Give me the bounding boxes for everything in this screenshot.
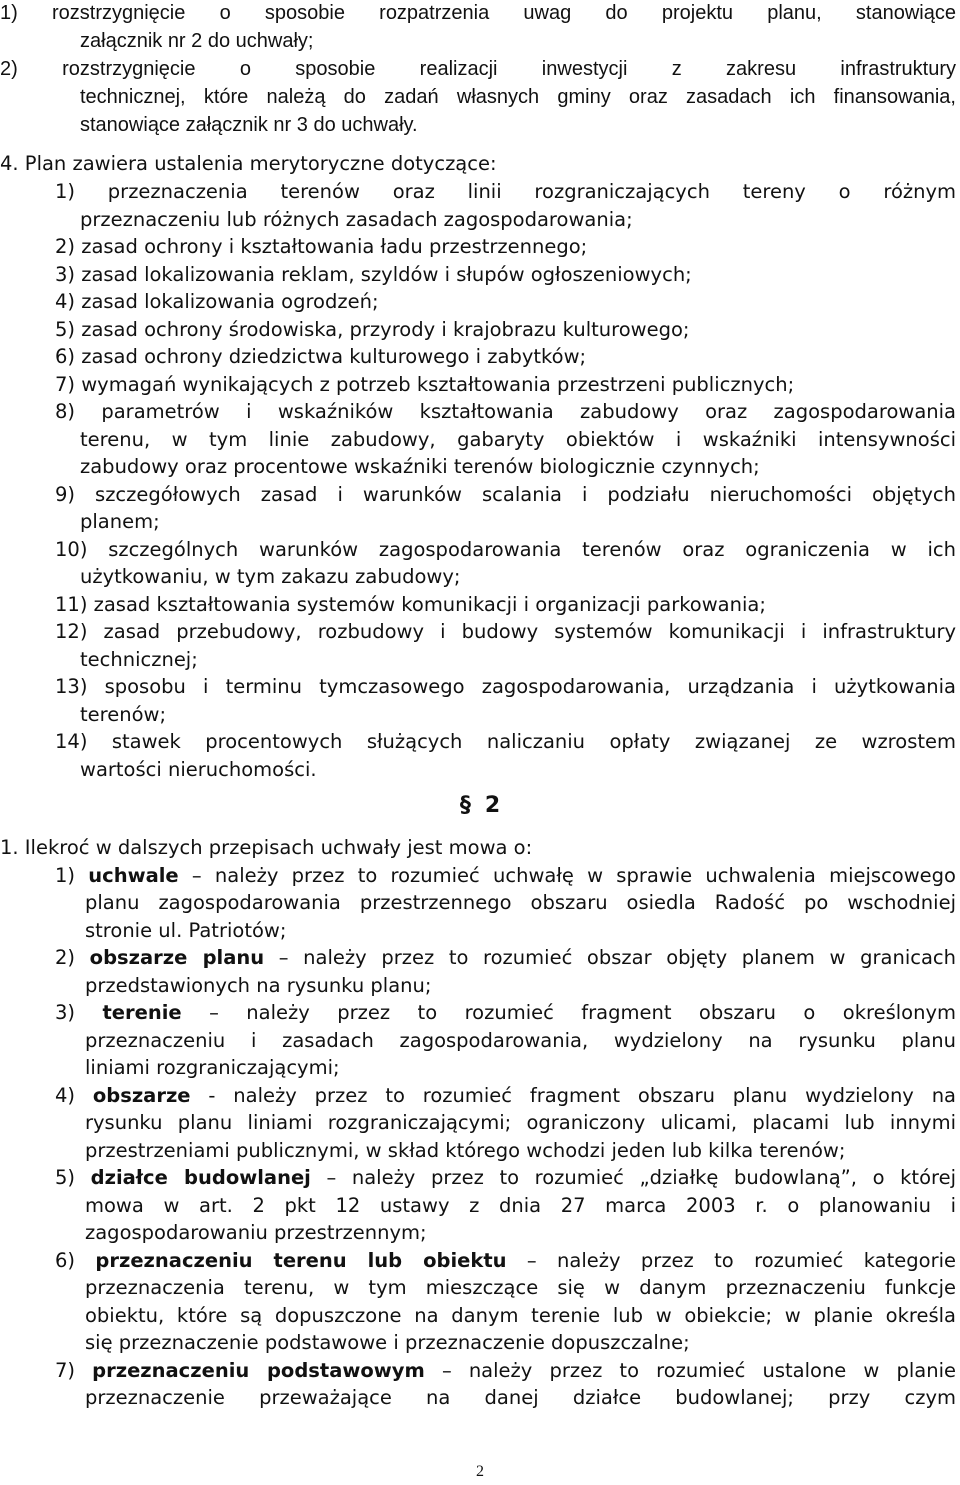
defined-term: obszarze planu xyxy=(89,946,265,969)
definition-line: rysunku planu liniami rozgraniczającymi; ograniczony ulicami, placami lub innymi xyxy=(85,1111,956,1134)
list-item: 10) szczególnych warunków zagospodarowania terenów oraz ograniczenia w ich xyxy=(55,538,956,561)
definition-line: przeznaczeniu i zasadach zagospodarowania, wydzielony na rysunku planu xyxy=(85,1029,956,1052)
item-number: 7) xyxy=(55,1359,76,1382)
list-item: terenów; xyxy=(80,703,167,726)
list-item: zabudowy oraz procentowe wskaźniki terenów biologicznie czynnych; xyxy=(80,455,760,478)
intro-line: 1) rozstrzygnięcie o sposobie rozpatrzenia uwag do projektu planu, stanowiące xyxy=(0,2,956,24)
definition-line: obiektu, które są dopuszczone na danym terenie lub w obiekcie; w planie określa xyxy=(85,1304,956,1327)
section-number: 2 xyxy=(484,793,501,818)
list-item: wartości nieruchomości. xyxy=(80,758,317,781)
item-number: 6) xyxy=(55,1249,76,1272)
list-item: przeznaczeniu lub różnych zasadach zagospodarowania; xyxy=(80,208,633,231)
definition-text: – należy przez to rozumieć „działkę budowlaną”, o której xyxy=(310,1166,957,1189)
list-item: 3) zasad lokalizowania reklam, szyldów i słupów ogłoszeniowych; xyxy=(55,263,692,286)
definition-line: stronie ul. Patriotów; xyxy=(85,919,287,942)
item-number: 1) xyxy=(55,864,76,887)
definition-item xyxy=(55,944,956,972)
defined-term: przeznaczeniu terenu lub obiektu xyxy=(95,1249,507,1272)
defined-term: uchwale xyxy=(88,864,179,887)
definition-line: przeznaczenia terenu, w tym mieszczące się w danym przeznaczeniu funkcje xyxy=(85,1276,956,1299)
defined-term: terenie xyxy=(102,1001,182,1024)
page-number: 2 xyxy=(476,1463,484,1480)
definition-line: przestrzeniami publicznymi, w skład którego wchodzi jeden lub kilka terenów; xyxy=(85,1139,846,1162)
definition-line: mowa w art. 2 pkt 12 ustawy z dnia 27 marca 2003 r. o planowaniu i xyxy=(85,1194,956,1217)
definition-text: – należy przez to rozumieć obszar objęty planem w granicach xyxy=(264,946,956,969)
list-item: terenu, w tym linie zabudowy, gabaryty obiektów i wskaźniki intensywności xyxy=(80,428,956,451)
definition-line: zagospodarowaniu przestrzennym; xyxy=(85,1221,427,1244)
list-item: 4) zasad lokalizowania ogrodzeń; xyxy=(55,290,379,313)
intro-line: technicznej, które należą do zadań własnych gminy oraz zasadach ich finansowania, xyxy=(80,86,956,108)
definition-item xyxy=(55,1082,956,1110)
definition-text: – należy przez to rozumieć kategorie xyxy=(506,1249,957,1272)
point-4-lead: 4. Plan zawiera ustalenia merytoryczne dotyczące: xyxy=(0,152,497,175)
definition-line: się przeznaczenie podstawowe i przeznaczenie dopuszczalne; xyxy=(85,1331,690,1354)
definition-line: liniami rozgraniczającymi; xyxy=(85,1056,340,1079)
definition-item xyxy=(55,862,956,890)
list-item: 6) zasad ochrony dziedzictwa kulturowego i zabytków; xyxy=(55,345,587,368)
list-item: technicznej; xyxy=(80,648,198,671)
intro-line: stanowiące załącznik nr 3 do uchwały. xyxy=(80,114,418,136)
definition-item xyxy=(55,1247,956,1275)
definition-line: planu zagospodarowania przestrzennego obszaru osiedla Radość po wschodniej xyxy=(85,891,956,914)
list-item: planem; xyxy=(80,510,160,533)
definition-item xyxy=(55,1357,956,1385)
intro-line: 2) rozstrzygnięcie o sposobie realizacji inwestycji z zakresu infrastruktury xyxy=(0,58,956,80)
definition-text: – należy przez to rozumieć uchwałę w sprawie uchwalenia miejscowego xyxy=(178,864,956,887)
list-item: 7) wymagań wynikających z potrzeb kształtowania przestrzeni publicznych; xyxy=(55,373,795,396)
list-item: 11) zasad kształtowania systemów komunikacji i organizacji parkowania; xyxy=(55,593,766,616)
item-number: 3) xyxy=(55,1001,76,1024)
section-sign: § xyxy=(459,793,471,818)
list-item: 9) szczegółowych zasad i warunków scalania i podziału nieruchomości objętych xyxy=(55,483,956,506)
item-number: 5) xyxy=(55,1166,76,1189)
definition-text: – należy przez to rozumieć fragment obszaru o określonym xyxy=(181,1001,956,1024)
intro-line: załącznik nr 2 do uchwały; xyxy=(80,30,314,52)
list-item: 14) stawek procentowych służących naliczaniu opłaty związanej ze wzrostem xyxy=(55,730,956,753)
definition-text: - należy przez to rozumieć fragment obszaru planu wydzielony na xyxy=(190,1084,956,1107)
list-item: 5) zasad ochrony środowiska, przyrody i krajobrazu kulturowego; xyxy=(55,318,690,341)
defined-term: działce budowlanej xyxy=(90,1166,311,1189)
section-heading xyxy=(0,791,960,821)
item-number: 4) xyxy=(55,1084,76,1107)
definition-line: przedstawionych na rysunku planu; xyxy=(85,974,432,997)
list-item: 13) sposobu i terminu tymczasowego zagospodarowania, urządzania i użytkowania xyxy=(55,675,956,698)
list-item: użytkowaniu, w tym zakazu zabudowy; xyxy=(80,565,461,588)
list-item: 12) zasad przebudowy, rozbudowy i budowy systemów komunikacji i infrastruktury xyxy=(55,620,956,643)
definitions-lead: 1. Ilekroć w dalszych przepisach uchwały jest mowa o: xyxy=(0,836,533,859)
definition-text: – należy przez to rozumieć ustalone w planie xyxy=(424,1359,956,1382)
item-number: 2) xyxy=(55,946,76,969)
definition-line: przeznaczenie przeważające na danej działce budowlanej; przy czym xyxy=(85,1386,956,1409)
list-item: 2) zasad ochrony i kształtowania ładu przestrzennego; xyxy=(55,235,588,258)
definition-item xyxy=(55,1164,956,1192)
list-item: 1) przeznaczenia terenów oraz linii rozgraniczających tereny o różnym xyxy=(55,180,956,203)
definition-item xyxy=(55,999,956,1027)
defined-term: przeznaczeniu podstawowym xyxy=(92,1359,425,1382)
defined-term: obszarze xyxy=(92,1084,191,1107)
list-item: 8) parametrów i wskaźników kształtowania zabudowy oraz zagospodarowania xyxy=(55,400,956,423)
